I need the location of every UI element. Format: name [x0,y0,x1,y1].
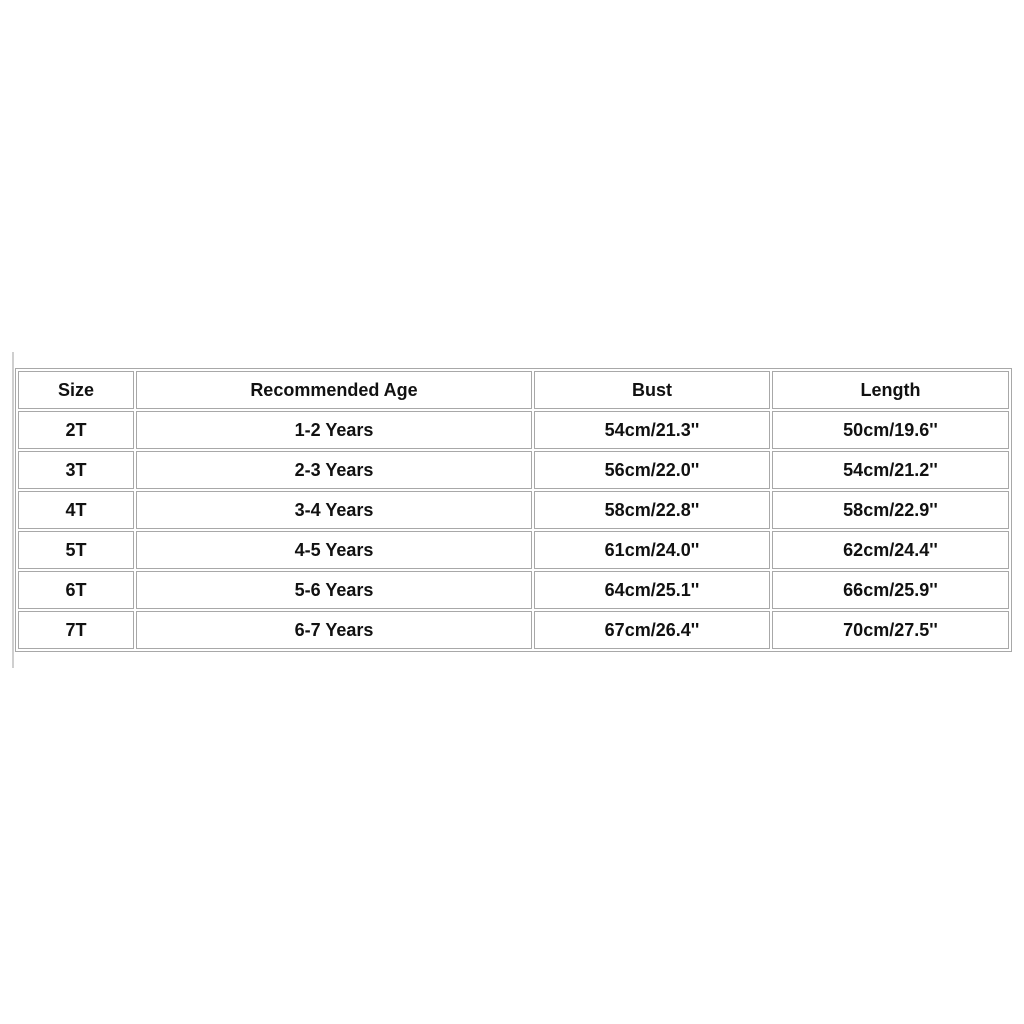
header-recommended-age: Recommended Age [136,371,532,409]
cell-bust: 67cm/26.4'' [534,611,770,649]
table-row [18,571,1009,609]
cell-bust: 58cm/22.8'' [534,491,770,529]
cell-bust: 61cm/24.0'' [534,531,770,569]
cell-age: 4-5 Years [136,531,532,569]
table-row [18,531,1009,569]
cell-length: 58cm/22.9'' [772,491,1009,529]
cell-age: 2-3 Years [136,451,532,489]
size-chart-table [15,368,1012,652]
header-length: Length [772,371,1009,409]
cell-length: 50cm/19.6'' [772,411,1009,449]
cell-age: 5-6 Years [136,571,532,609]
cell-size: 6T [18,571,134,609]
cell-size: 2T [18,411,134,449]
table-row [18,611,1009,649]
cell-length: 54cm/21.2'' [772,451,1009,489]
cell-length: 66cm/25.9'' [772,571,1009,609]
cell-length: 70cm/27.5'' [772,611,1009,649]
cell-bust: 64cm/25.1'' [534,571,770,609]
cell-size: 4T [18,491,134,529]
cell-length: 62cm/24.4'' [772,531,1009,569]
cell-age: 1-2 Years [136,411,532,449]
header-bust: Bust [534,371,770,409]
cell-size: 5T [18,531,134,569]
cell-size: 7T [18,611,134,649]
cell-bust: 54cm/21.3'' [534,411,770,449]
table-row [18,491,1009,529]
header-size: Size [18,371,134,409]
cell-bust: 56cm/22.0'' [534,451,770,489]
table-row [18,411,1009,449]
cell-size: 3T [18,451,134,489]
cell-age: 3-4 Years [136,491,532,529]
cell-age: 6-7 Years [136,611,532,649]
left-divider-line [12,352,14,668]
table-row [18,451,1009,489]
table-header-row [18,371,1009,409]
